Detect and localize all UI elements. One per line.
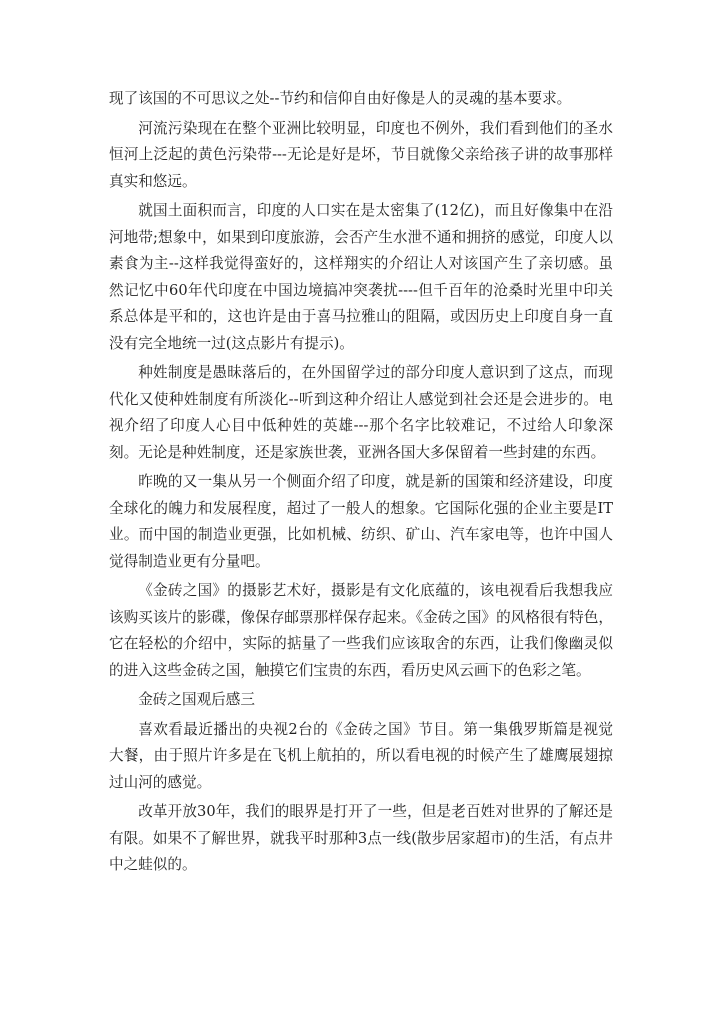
section-title: 金砖之国观后感三 — [138, 691, 255, 708]
paragraph-photography: 《金砖之国》的摄影艺术好，摄影是有文化底蕴的，该电视看后我想我应该购买该片的影碟，像保存邮票那样保存起来。《金砖之国》的风格很有特色，它在轻松的介绍中，实际的掂量了一些我们应该取舍的东西，让我们像幽灵似的进入这些金砖之国，触摸它们宝贵的东西，看历史风云画下的色彩之笔。 — [109, 582, 613, 679]
paragraph-population: 就国土面积而言，印度的人口实在是太密集了(12亿)，而且好像集中在沿河地带;想象中，如果到印度旅游，会否产生水泄不通和拥挤的感觉，印度人以素食为主--这样我觉得蛮好的，这样翔实的介绍让人对该国产生了亲切感。虽然记忆中60年代印度在中国边境搞冲突袭扰----但千百年的沧桑时光里中印关系总体是平和的，这也许是由于喜马拉雅山的阻隔，或因历史上印度自身一直没有完全地统一过(这点影片有提示)。 — [109, 202, 613, 352]
paragraph-reform-opening: 改革开放30年，我们的眼界是打开了一些，但是老百姓对世界的了解还是有限。如果不了解世界，就我平时那种3点一线(散步居家超市)的生活，有点井中之蛙似的。 — [109, 803, 613, 873]
document-page — [109, 86, 613, 879]
paragraph-russia-episode: 喜欢看最近播出的央视2台的《金砖之国》节目。第一集俄罗斯篇是视觉大餐，由于照片许多是在飞机上航拍的，所以看电视的时候产生了雄鹰展翅掠过山河的感觉。 — [109, 720, 613, 791]
paragraph-caste-system: 种姓制度是愚昧落后的，在外国留学过的部分印度人意识到了这点，而现代化又使种姓制度有所淡化--听到这种介绍让人感觉到社会还是会进步的。电视介绍了印度人心目中低种姓的英雄---那个名字比较难记，不过给人印象深刻。无论是种姓制度，还是家族世袭，亚洲各国大多保留着一些封建的东西。 — [109, 364, 613, 461]
paragraph-economy: 昨晚的又一集从另一个侧面介绍了印度，就是新的国策和经济建设，印度全球化的魄力和发展程度，超过了一般人的想象。它国际化强的企业主要是IT业。而中国的制造业更强，比如机械、纺织、矿山、汽车家电等，也许中国人觉得制造业更有分量吧。 — [109, 473, 613, 570]
paragraph-river-pollution: 河流污染现在在整个亚洲比较明显，印度也不例外，我们看到他们的圣水恒河上泛起的黄色污染带---无论是好是坏，节目就像父亲给孩子讲的故事那样真实和悠远。 — [109, 119, 613, 190]
paragraph-continued: 现了该国的不可思议之处--节约和信仰自由好像是人的灵魂的基本要求。 — [109, 90, 572, 107]
